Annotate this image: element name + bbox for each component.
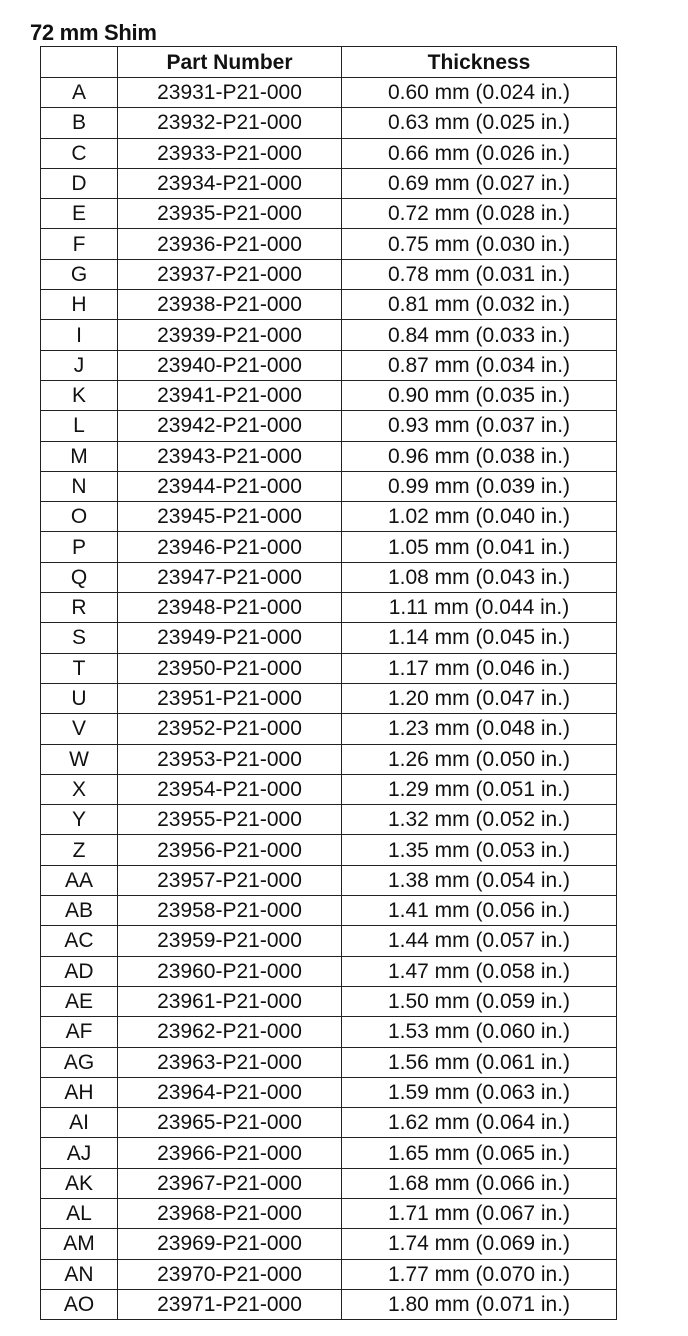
part-number-cell: 23968-P21-000 — [118, 1198, 342, 1228]
shim-code-cell: AF — [41, 1017, 118, 1047]
part-number-cell: 23942-P21-000 — [118, 411, 342, 441]
shim-code-cell: S — [41, 623, 118, 653]
table-row — [41, 441, 617, 471]
table-row — [41, 835, 617, 865]
table-row — [41, 926, 617, 956]
shim-code-cell: R — [41, 593, 118, 623]
part-number-cell: 23963-P21-000 — [118, 1047, 342, 1077]
part-number-cell: 23941-P21-000 — [118, 380, 342, 410]
part-number-cell: 23935-P21-000 — [118, 199, 342, 229]
part-number-cell: 23966-P21-000 — [118, 1138, 342, 1168]
thickness-cell: 1.65 mm (0.065 in.) — [342, 1138, 617, 1168]
part-number-cell: 23945-P21-000 — [118, 502, 342, 532]
part-number-cell: 23960-P21-000 — [118, 956, 342, 986]
table-row — [41, 1259, 617, 1289]
thickness-cell: 1.80 mm (0.071 in.) — [342, 1289, 617, 1319]
part-number-cell: 23967-P21-000 — [118, 1168, 342, 1198]
thickness-cell: 0.96 mm (0.038 in.) — [342, 441, 617, 471]
thickness-cell: 1.68 mm (0.066 in.) — [342, 1168, 617, 1198]
table-row — [41, 744, 617, 774]
shim-code-cell: AA — [41, 865, 118, 895]
thickness-cell: 1.74 mm (0.069 in.) — [342, 1229, 617, 1259]
shim-code-cell: V — [41, 714, 118, 744]
thickness-cell: 0.81 mm (0.032 in.) — [342, 290, 617, 320]
table-row — [41, 956, 617, 986]
part-number-cell: 23950-P21-000 — [118, 653, 342, 683]
shim-code-cell: H — [41, 290, 118, 320]
shim-code-cell: Q — [41, 562, 118, 592]
thickness-cell: 0.63 mm (0.025 in.) — [342, 108, 617, 138]
shim-code-cell: W — [41, 744, 118, 774]
part-number-cell: 23937-P21-000 — [118, 259, 342, 289]
table-row — [41, 1138, 617, 1168]
shim-code-cell: I — [41, 320, 118, 350]
part-number-cell: 23946-P21-000 — [118, 532, 342, 562]
table-row — [41, 411, 617, 441]
part-number-cell: 23940-P21-000 — [118, 350, 342, 380]
table-row — [41, 199, 617, 229]
thickness-cell: 1.20 mm (0.047 in.) — [342, 683, 617, 713]
part-number-cell: 23944-P21-000 — [118, 471, 342, 501]
table-row — [41, 1047, 617, 1077]
table-row — [41, 562, 617, 592]
shim-code-cell: Y — [41, 805, 118, 835]
table-row — [41, 290, 617, 320]
table-row — [41, 78, 617, 108]
thickness-cell: 1.56 mm (0.061 in.) — [342, 1047, 617, 1077]
thickness-cell: 0.78 mm (0.031 in.) — [342, 259, 617, 289]
thickness-cell: 0.93 mm (0.037 in.) — [342, 411, 617, 441]
shim-code-cell: AD — [41, 956, 118, 986]
shim-code-cell: F — [41, 229, 118, 259]
thickness-cell: 0.72 mm (0.028 in.) — [342, 199, 617, 229]
shim-code-cell: G — [41, 259, 118, 289]
thickness-cell: 1.53 mm (0.060 in.) — [342, 1017, 617, 1047]
thickness-cell: 0.60 mm (0.024 in.) — [342, 78, 617, 108]
part-number-cell: 23961-P21-000 — [118, 986, 342, 1016]
part-number-cell: 23949-P21-000 — [118, 623, 342, 653]
shim-code-cell: B — [41, 108, 118, 138]
thickness-cell: 1.77 mm (0.070 in.) — [342, 1259, 617, 1289]
shim-code-cell: E — [41, 199, 118, 229]
table-row — [41, 1168, 617, 1198]
part-number-cell: 23971-P21-000 — [118, 1289, 342, 1319]
shim-code-cell: N — [41, 471, 118, 501]
part-number-cell: 23954-P21-000 — [118, 774, 342, 804]
table-row — [41, 380, 617, 410]
part-number-cell: 23964-P21-000 — [118, 1077, 342, 1107]
thickness-cell: 0.69 mm (0.027 in.) — [342, 168, 617, 198]
thickness-cell: 1.11 mm (0.044 in.) — [342, 593, 617, 623]
part-number-cell: 23934-P21-000 — [118, 168, 342, 198]
shim-code-cell: C — [41, 138, 118, 168]
thickness-cell: 1.17 mm (0.046 in.) — [342, 653, 617, 683]
part-number-cell: 23938-P21-000 — [118, 290, 342, 320]
table-row — [41, 896, 617, 926]
shim-code-cell: M — [41, 441, 118, 471]
thickness-cell: 1.29 mm (0.051 in.) — [342, 774, 617, 804]
part-number-cell: 23933-P21-000 — [118, 138, 342, 168]
part-number-cell: 23953-P21-000 — [118, 744, 342, 774]
shim-code-cell: L — [41, 411, 118, 441]
thickness-cell: 1.41 mm (0.056 in.) — [342, 896, 617, 926]
part-number-cell: 23939-P21-000 — [118, 320, 342, 350]
table-row — [41, 1289, 617, 1319]
shim-code-cell: D — [41, 168, 118, 198]
table-row — [41, 471, 617, 501]
part-number-cell: 23947-P21-000 — [118, 562, 342, 592]
table-row — [41, 865, 617, 895]
shim-code-cell: A — [41, 78, 118, 108]
thickness-cell: 1.47 mm (0.058 in.) — [342, 956, 617, 986]
table-row — [41, 774, 617, 804]
thickness-cell: 0.84 mm (0.033 in.) — [342, 320, 617, 350]
table-row — [41, 532, 617, 562]
shim-code-cell: AN — [41, 1259, 118, 1289]
thickness-cell: 0.87 mm (0.034 in.) — [342, 350, 617, 380]
part-number-cell: 23956-P21-000 — [118, 835, 342, 865]
part-number-cell: 23969-P21-000 — [118, 1229, 342, 1259]
shim-code-cell: T — [41, 653, 118, 683]
part-number-cell: 23951-P21-000 — [118, 683, 342, 713]
table-row — [41, 714, 617, 744]
thickness-cell: 1.08 mm (0.043 in.) — [342, 562, 617, 592]
thickness-cell: 1.35 mm (0.053 in.) — [342, 835, 617, 865]
shim-code-cell: X — [41, 774, 118, 804]
shim-code-cell: U — [41, 683, 118, 713]
thickness-cell: 1.71 mm (0.067 in.) — [342, 1198, 617, 1228]
thickness-cell: 1.26 mm (0.050 in.) — [342, 744, 617, 774]
shim-code-cell: AH — [41, 1077, 118, 1107]
part-number-cell: 23959-P21-000 — [118, 926, 342, 956]
shim-code-cell: AB — [41, 896, 118, 926]
table-row — [41, 259, 617, 289]
shim-code-cell: AG — [41, 1047, 118, 1077]
table-row — [41, 229, 617, 259]
thickness-cell: 1.38 mm (0.054 in.) — [342, 865, 617, 895]
table-row — [41, 350, 617, 380]
thickness-cell: 1.50 mm (0.059 in.) — [342, 986, 617, 1016]
shim-code-cell: AO — [41, 1289, 118, 1319]
part-number-cell: 23932-P21-000 — [118, 108, 342, 138]
table-row — [41, 593, 617, 623]
thickness-cell: 0.99 mm (0.039 in.) — [342, 471, 617, 501]
table-row — [41, 138, 617, 168]
table-row — [41, 805, 617, 835]
shim-code-cell: AM — [41, 1229, 118, 1259]
part-number-cell: 23948-P21-000 — [118, 593, 342, 623]
thickness-cell: 1.44 mm (0.057 in.) — [342, 926, 617, 956]
shim-code-cell: K — [41, 380, 118, 410]
header-part-number: Part Number — [118, 47, 342, 78]
part-number-cell: 23936-P21-000 — [118, 229, 342, 259]
shim-code-cell: AK — [41, 1168, 118, 1198]
shim-code-cell: AJ — [41, 1138, 118, 1168]
table-row — [41, 1017, 617, 1047]
thickness-cell: 1.62 mm (0.064 in.) — [342, 1108, 617, 1138]
shim-code-cell: O — [41, 502, 118, 532]
part-number-cell: 23957-P21-000 — [118, 865, 342, 895]
header-thickness: Thickness — [342, 47, 617, 78]
table-row — [41, 1198, 617, 1228]
thickness-cell: 1.05 mm (0.041 in.) — [342, 532, 617, 562]
shim-code-cell: AE — [41, 986, 118, 1016]
table-title: 72 mm Shim — [30, 20, 157, 45]
shim-code-cell: P — [41, 532, 118, 562]
table-row — [41, 653, 617, 683]
thickness-cell: 1.59 mm (0.063 in.) — [342, 1077, 617, 1107]
shim-code-cell: AC — [41, 926, 118, 956]
table-row — [41, 168, 617, 198]
part-number-cell: 23970-P21-000 — [118, 1259, 342, 1289]
shim-table — [40, 46, 617, 1320]
table-row — [41, 623, 617, 653]
part-number-cell: 23952-P21-000 — [118, 714, 342, 744]
header-code — [41, 47, 118, 78]
part-number-cell: 23955-P21-000 — [118, 805, 342, 835]
part-number-cell: 23931-P21-000 — [118, 78, 342, 108]
thickness-cell: 0.75 mm (0.030 in.) — [342, 229, 617, 259]
shim-code-cell: Z — [41, 835, 118, 865]
table-row — [41, 683, 617, 713]
shim-code-cell: J — [41, 350, 118, 380]
shim-code-cell: AL — [41, 1198, 118, 1228]
thickness-cell: 1.14 mm (0.045 in.) — [342, 623, 617, 653]
table-row — [41, 1229, 617, 1259]
table-row — [41, 502, 617, 532]
table-row — [41, 108, 617, 138]
thickness-cell: 1.02 mm (0.040 in.) — [342, 502, 617, 532]
part-number-cell: 23965-P21-000 — [118, 1108, 342, 1138]
part-number-cell: 23958-P21-000 — [118, 896, 342, 926]
thickness-cell: 0.66 mm (0.026 in.) — [342, 138, 617, 168]
table-row — [41, 986, 617, 1016]
header-row — [41, 47, 617, 78]
thickness-cell: 1.32 mm (0.052 in.) — [342, 805, 617, 835]
table-row — [41, 1108, 617, 1138]
table-row — [41, 320, 617, 350]
part-number-cell: 23943-P21-000 — [118, 441, 342, 471]
shim-code-cell: AI — [41, 1108, 118, 1138]
part-number-cell: 23962-P21-000 — [118, 1017, 342, 1047]
table-row — [41, 1077, 617, 1107]
thickness-cell: 1.23 mm (0.048 in.) — [342, 714, 617, 744]
thickness-cell: 0.90 mm (0.035 in.) — [342, 380, 617, 410]
